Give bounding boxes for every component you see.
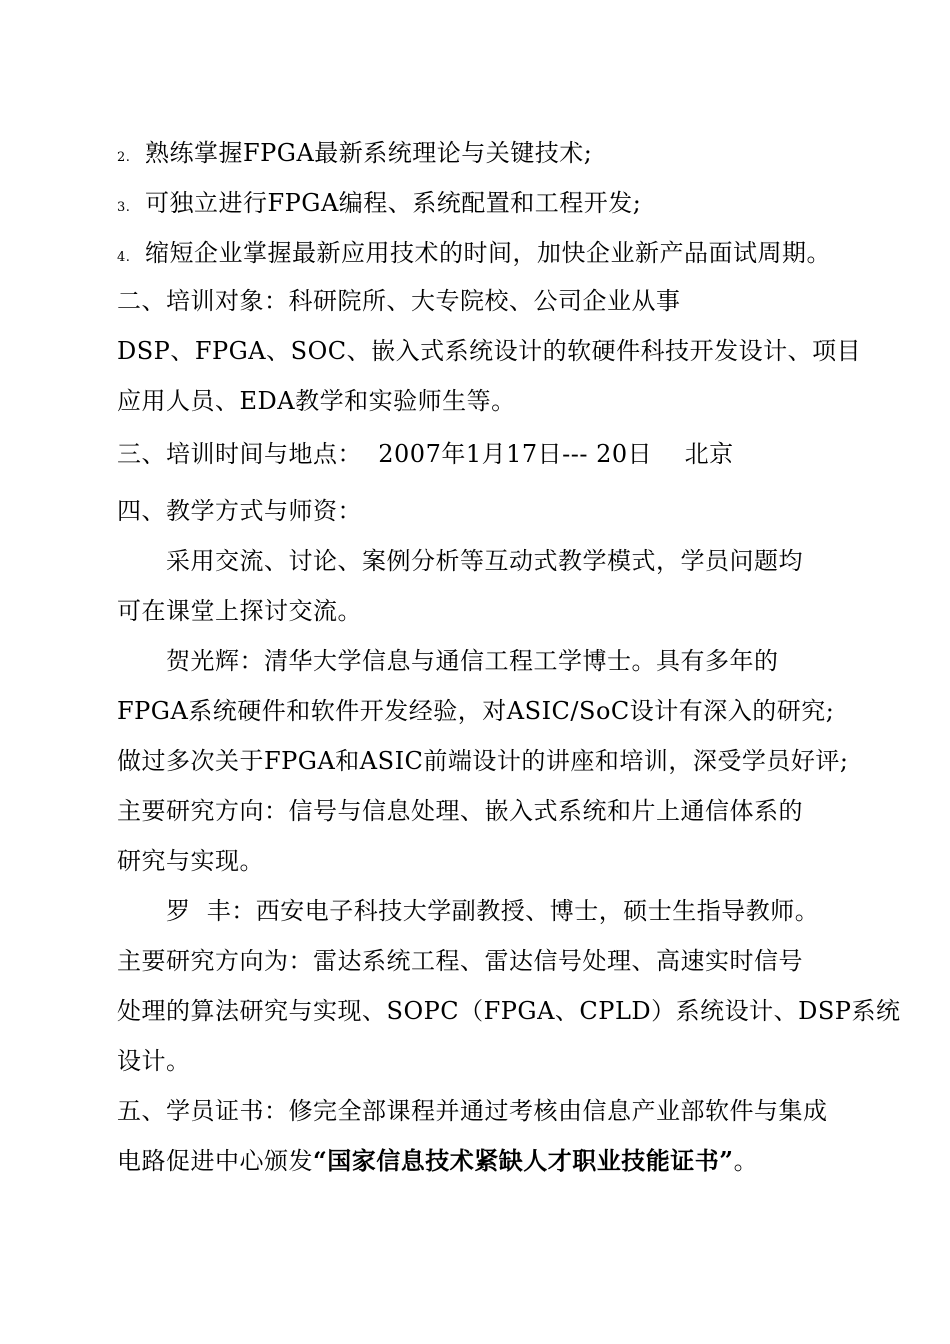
teaching-heading: 四、教学方式与师资： bbox=[117, 497, 362, 525]
instructor-he-line-3: 做过多次关于FPGA和ASIC前端设计的讲座和培训，深受学员好评; bbox=[117, 747, 849, 775]
certificate-line-2 bbox=[117, 1141, 758, 1181]
instructor-luo-line-4: 设计。 bbox=[117, 1047, 191, 1075]
goal-text: 熟练掌握FPGA最新系统理论与关键技术; bbox=[145, 139, 593, 167]
certificate-line-1: 五、学员证书：修完全部课程并通过考核由信息产业部软件与集成 bbox=[117, 1097, 828, 1125]
goal-item-4 bbox=[117, 233, 831, 273]
goal-item-2 bbox=[117, 133, 592, 173]
goal-item-3 bbox=[117, 183, 641, 223]
certificate-period: 。 bbox=[733, 1147, 759, 1175]
instructor-he-line-5: 研究与实现。 bbox=[117, 847, 264, 875]
certificate-title: “国家信息技术紧缺人才职业技能证书” bbox=[313, 1146, 734, 1175]
instructor-luo-line-1: 罗 丰：西安电子科技大学副教授、博士，硕士生指导教师。 bbox=[166, 897, 820, 925]
audience-line-1: 二、培训对象：科研院所、大专院校、公司企业从事 bbox=[117, 287, 681, 315]
audience-line-3: 应用人员、EDA教学和实验师生等。 bbox=[117, 387, 516, 415]
teaching-method-line-2: 可在课堂上探讨交流。 bbox=[117, 597, 362, 625]
instructor-luo-line-3: 处理的算法研究与实现、SOPC（FPGA、CPLD）系统设计、DSP系统 bbox=[117, 997, 901, 1025]
list-number: 4. bbox=[117, 250, 131, 265]
list-number: 3. bbox=[117, 200, 131, 215]
instructor-he-line-4: 主要研究方向：信号与信息处理、嵌入式系统和片上通信体系的 bbox=[117, 797, 803, 825]
goal-text: 可独立进行FPGA编程、系统配置和工程开发; bbox=[145, 189, 642, 217]
certificate-issuer: 电路促进中心颁发 bbox=[117, 1147, 313, 1175]
goal-text: 缩短企业掌握最新应用技术的时间，加快企业新产品面试周期。 bbox=[145, 239, 831, 267]
teaching-method-line-1: 采用交流、讨论、案例分析等互动式教学模式，学员问题均 bbox=[166, 547, 803, 575]
audience-line-2: DSP、FPGA、SOC、嵌入式系统设计的软硬件科技开发设计、项目 bbox=[117, 337, 862, 365]
instructor-he-line-1: 贺光辉：清华大学信息与通信工程工学博士。具有多年的 bbox=[166, 647, 779, 675]
instructor-luo-line-2: 主要研究方向为：雷达系统工程、雷达信号处理、高速实时信号 bbox=[117, 947, 803, 975]
instructor-he-line-2: FPGA系统硬件和软件开发经验，对ASIC/SoC设计有深入的研究; bbox=[117, 697, 835, 725]
schedule-line: 三、培训时间与地点： 2007年1月17日--- 20日 北京 bbox=[117, 440, 734, 468]
list-number: 2. bbox=[117, 150, 131, 165]
